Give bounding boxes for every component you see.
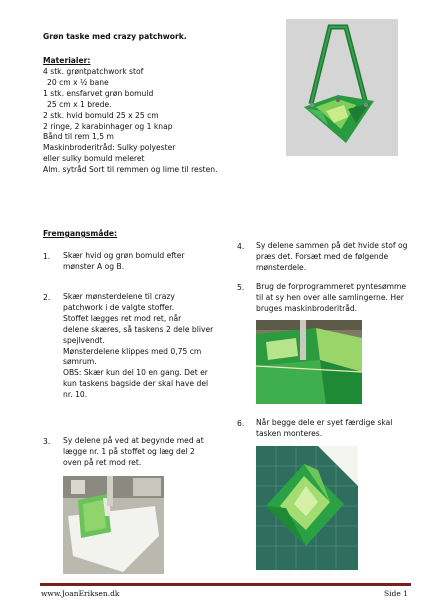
step-number: 4. — [237, 242, 245, 251]
step-1-text — [63, 251, 185, 273]
step-line: Sy delene på ved at begynde med at — [63, 436, 204, 445]
materials-heading: Materialer: — [43, 56, 91, 65]
step-line: spejlvendt. — [63, 335, 105, 345]
step-line: Når begge dele er syet færdige skal — [256, 418, 393, 427]
materials-line: Bånd til rem 1,5 m — [43, 132, 114, 142]
bag-illustration — [286, 19, 398, 156]
step-line: oven på ret mod ret. — [63, 457, 142, 467]
page-title: Grøn taske med crazy patchwork. — [43, 32, 187, 41]
step-line: Brug de forprogrammeret pyntesømme — [256, 282, 407, 291]
materials-line: Alm. sytråd Sort til remmen og lime til resten. — [43, 165, 218, 175]
sewing-illustration — [63, 476, 164, 574]
step-line: delene skæres, så taskens 2 dele bliver — [63, 324, 214, 334]
materials-list — [43, 67, 218, 176]
materials-line: eller sulky bomuld meleret — [43, 154, 145, 164]
step-3-photo — [63, 476, 164, 574]
step-line: til at sy hen over alle samlingerne. Her — [256, 292, 404, 302]
step-line: Mønsterdelene klippes med 0,75 cm — [63, 346, 202, 356]
footer-website: www.JoanEriksen.dk — [41, 589, 120, 598]
step-5-photo — [256, 320, 362, 404]
step-line: bruges maskinbroderitråd. — [256, 303, 358, 313]
materials-line: 2 stk. hvid bomuld 25 x 25 cm — [43, 110, 159, 120]
step-line: kun taskens bagside der skal have del — [63, 379, 209, 389]
footer-rule — [40, 583, 411, 586]
step-number: 6. — [237, 419, 245, 428]
step-line: Stoffet lægges ret mod ret, når — [63, 313, 182, 323]
step-number: 3. — [43, 437, 51, 446]
step-number: 1. — [43, 252, 51, 261]
footer-page-number: Side 1 — [384, 589, 408, 598]
materials-line: 1 stk. ensfarvet grøn bomuld — [43, 88, 154, 98]
step-line: Skær mønsterdelene til crazy — [63, 292, 175, 301]
materials-line: Maskinbroderitråd: Sulky polyester — [43, 143, 176, 153]
step-6-photo — [256, 446, 358, 570]
step-3-text — [63, 436, 204, 469]
materials-line: 4 stk. grøntpatchwork stof — [43, 67, 144, 76]
materials-line: 2 ringe, 2 karabinhager og 1 knap — [43, 121, 173, 131]
step-line: præs det. Forsæt med de følgende — [256, 251, 389, 261]
step-number: 2. — [43, 293, 51, 302]
step-line: nr. 10. — [63, 390, 88, 400]
step-line: Sy delene sammen på det hvide stof og — [256, 241, 408, 250]
step-line: mønsterdele. — [256, 262, 307, 272]
step-line: patchwork i de valgte stoffer. — [63, 302, 175, 312]
step-2-text — [63, 292, 213, 401]
procedure-heading: Fremgangsmåde: — [43, 229, 118, 238]
materials-line: 20 cm x ½ bane — [47, 77, 109, 87]
materials-line: 25 cm x 1 brede. — [47, 99, 112, 109]
step-line: sømrum. — [63, 357, 97, 367]
bag-photo — [286, 19, 398, 156]
step-4-text — [256, 241, 407, 274]
step-line: OBS: Skær kun del 10 en gang. Det er — [63, 368, 208, 378]
step-5-text — [256, 282, 406, 315]
patchwork-illustration — [256, 446, 358, 570]
step-line: Skær hvid og grøn bomuld efter — [63, 251, 185, 260]
step-line: mønster A og B. — [63, 261, 125, 271]
step-6-text — [256, 418, 392, 440]
step-line: lægge nr. 1 på stoffet og læg del 2 — [63, 446, 195, 456]
step-number: 5. — [237, 283, 245, 292]
embroidery-illustration — [256, 320, 362, 404]
step-line: tasken monteres. — [256, 428, 323, 438]
